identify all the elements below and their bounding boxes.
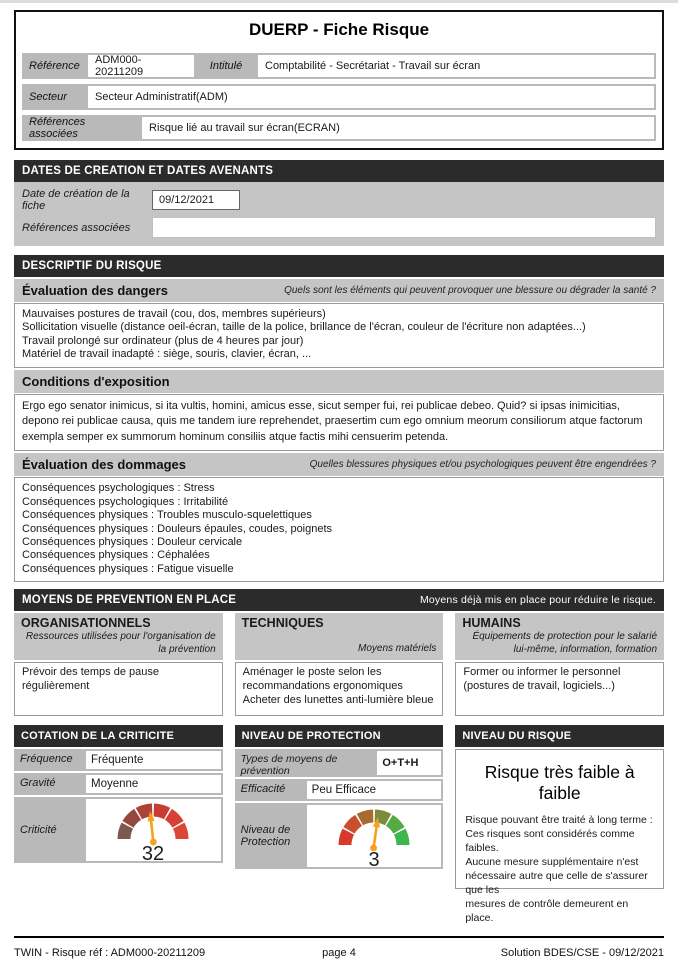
dommages-line: Conséquences physiques : Troubles musculo-squelettiques [22, 509, 312, 522]
techniques-hint: Moyens matériels [357, 643, 437, 655]
risque-description-line: Ces risques sont considérés comme faibles. [465, 828, 635, 855]
dommages-subheader [14, 453, 664, 476]
dommages-hint: Quelles blessures physiques et/ou psychologiques peuvent être engendrées ? [309, 459, 656, 471]
frequence-value: Fréquente [86, 751, 221, 769]
dommages-content [14, 477, 664, 582]
intitule-value: Comptabilité - Secrétariat - Travail sur écran [258, 55, 654, 77]
risque-description-line: nécessaire autre que celle de s'assurer que les [465, 870, 648, 897]
humains-title: HUMAINS [462, 616, 521, 631]
intitule-label: Intitulé [209, 60, 243, 72]
creation-date-row [22, 188, 656, 212]
dangers-content [14, 303, 664, 368]
risque-panel [455, 725, 664, 924]
humains-hint: Équipements de protection pour le salarié lui-même, information, formation [472, 631, 658, 655]
types-moyens-row [235, 749, 444, 777]
prevention-col-organisationnels [14, 613, 223, 716]
dangers-subheader [14, 279, 664, 302]
footer-solution: Solution BDES/CSE - 09/12/2021 [500, 947, 664, 959]
dangers-line: Sollicitation visuelle (distance oeil-écran, taille de la police, brillance de l'écran, couleur de l'écriture non adaptées...) [22, 321, 586, 334]
techniques-header [235, 613, 444, 660]
niveau-protection-label: Niveau de Protection [240, 824, 291, 849]
frequence-label: Fréquence [20, 753, 73, 766]
gravite-row [14, 773, 223, 795]
organisationnels-title: ORGANISATIONNELS [21, 616, 151, 631]
dates-refs-label: Références associées [22, 221, 131, 234]
techniques-content: Aménager le poste selon les recommandations ergonomiques Acheter des lunettes anti-lumière bleue [235, 662, 444, 716]
creation-date-label: Date de création de la fiche [22, 188, 130, 212]
risque-panel-header [455, 725, 664, 747]
frequence-row [14, 749, 223, 771]
humains-content: Former ou informer le personnel (postures de travail, logiciels...) [455, 662, 664, 716]
protection-gauge [307, 805, 442, 870]
niveau-protection-row [235, 803, 444, 869]
types-moyens-label: Types de moyens de prévention [240, 753, 338, 778]
efficacite-label: Efficacité [240, 783, 286, 796]
references-associees-label: Références associées [29, 116, 86, 140]
prevention-section-header [14, 589, 664, 611]
page-top-edge [0, 0, 678, 3]
dangers-hint: Quels sont les éléments qui peuvent provoquer une blessure ou dégrader la santé ? [284, 285, 656, 296]
dates-refs-value [152, 217, 656, 238]
efficacite-value: Peu Efficace [307, 781, 442, 799]
dommages-line: Conséquences physiques : Douleurs épaules, coudes, poignets [22, 522, 333, 535]
secteur-label: Secteur [29, 91, 67, 103]
reference-value: ADM000-20211209 [88, 55, 194, 77]
gravite-value: Moyenne [86, 775, 221, 793]
gauge-arc [308, 803, 440, 869]
protection-panel-header [235, 725, 444, 747]
risque-content [455, 749, 664, 924]
prevention-subtitle: Moyens déjà mis en place pour réduire le risque. [419, 594, 656, 607]
risque-description-line: Risque pouvant être traité à long terme : [465, 814, 653, 827]
criticite-row [14, 797, 223, 863]
risque-description-line: mesures de contrôle demeurent en place. [465, 898, 629, 924]
creation-date-value: 09/12/2021 [152, 190, 240, 210]
dommages-line: Conséquences physiques : Fatigue visuelle [22, 562, 234, 575]
prevention-section [14, 589, 664, 716]
dates-section-title: DATES DE CREATION ET DATES AVENANTS [22, 165, 274, 177]
dates-section [14, 160, 664, 246]
secteur-value: Secteur Administratif(ADM) [88, 86, 654, 108]
dangers-line: Matériel de travail inadapté : siège, souris, clavier, écran, ... [22, 348, 312, 361]
organisationnels-hint: Ressources utilisées pour l'organisation de la prévention [25, 631, 216, 655]
organisationnels-content: Prévoir des temps de pause régulièrement [14, 662, 223, 716]
gauge-value: 32 [142, 843, 165, 864]
descriptif-section-header [14, 255, 664, 277]
dates-refs-row [22, 217, 656, 238]
risque-panel-title: NIVEAU DU RISQUE [462, 730, 572, 743]
risque-description [465, 814, 654, 926]
prevention-title: MOYENS DE PREVENTION EN PLACE [22, 594, 237, 607]
page-footer [14, 936, 664, 959]
reference-row [22, 53, 656, 79]
dangers-line: Travail prolongé sur ordinateur (plus de 4 heures par jour) [22, 334, 304, 347]
criticite-label: Criticité [20, 824, 57, 837]
footer-page-number: page 4 [322, 947, 356, 959]
exposition-subheader [14, 370, 664, 393]
gauge-value: 3 [368, 849, 380, 870]
criticite-panel-header [14, 725, 223, 747]
dates-section-body [14, 182, 664, 246]
footer-reference: TWIN - Risque réf : ADM000-20211209 [14, 947, 206, 959]
descriptif-section [14, 255, 664, 582]
criticite-panel-title: COTATION DE LA CRITICITE [21, 730, 175, 743]
dommages-title: Évaluation des dommages [22, 457, 186, 473]
dommages-line: Conséquences psychologiques : Stress [22, 482, 215, 495]
descriptif-section-title: DESCRIPTIF DU RISQUE [22, 260, 162, 272]
types-moyens-value: O+T+H [377, 751, 441, 775]
dates-section-header [14, 160, 664, 182]
dangers-line: Mauvaises postures de travail (cou, dos, membres supérieurs) [22, 308, 326, 320]
dommages-line: Conséquences physiques : Douleur cervicale [22, 536, 243, 549]
protection-panel-title: NIVEAU DE PROTECTION [241, 730, 381, 743]
humains-header [455, 613, 664, 660]
dangers-title: Évaluation des dangers [22, 283, 168, 298]
dommages-line: Conséquences physiques : Céphalées [22, 549, 210, 562]
references-associees-row [22, 115, 656, 141]
organisationnels-header [14, 613, 223, 660]
techniques-title: TECHNIQUES [241, 616, 324, 631]
efficacite-row [235, 779, 444, 801]
risque-description-line: Aucune mesure supplémentaire n'est [465, 856, 639, 869]
prevention-col-humains [455, 613, 664, 716]
secteur-row [22, 84, 656, 110]
dommages-line: Conséquences psychologiques : Irritabilité [22, 495, 229, 508]
protection-panel [235, 725, 444, 889]
criticite-panel [14, 725, 223, 889]
prevention-col-techniques [235, 613, 444, 716]
risk-sheet-header [14, 10, 664, 150]
exposition-content: Ergo ego senator inimicus, si ita vultis, homini, amicus esse, sicut semper fui, rei publicae debeo. Quid? si ipsas inimicitias, depono rei publicae causa, quis me tandem iure reprehendet, praesertim cum ego omnium meorum consiliorum atque factorum exempla semper ex summorum hominum consiliis atque factis mihi censuerim petenda. [14, 394, 664, 452]
risque-level: Risque très faible à faible [484, 762, 635, 804]
gravite-label: Gravité [20, 777, 56, 790]
criticite-gauge [86, 799, 221, 864]
page-title: DUERP - Fiche Risque [248, 20, 430, 39]
exposition-title: Conditions d'exposition [22, 373, 170, 389]
references-associees-value: Risque lié au travail sur écran(ECRAN) [142, 117, 654, 139]
gauge-arc [87, 797, 219, 863]
reference-label: Référence [29, 60, 80, 72]
